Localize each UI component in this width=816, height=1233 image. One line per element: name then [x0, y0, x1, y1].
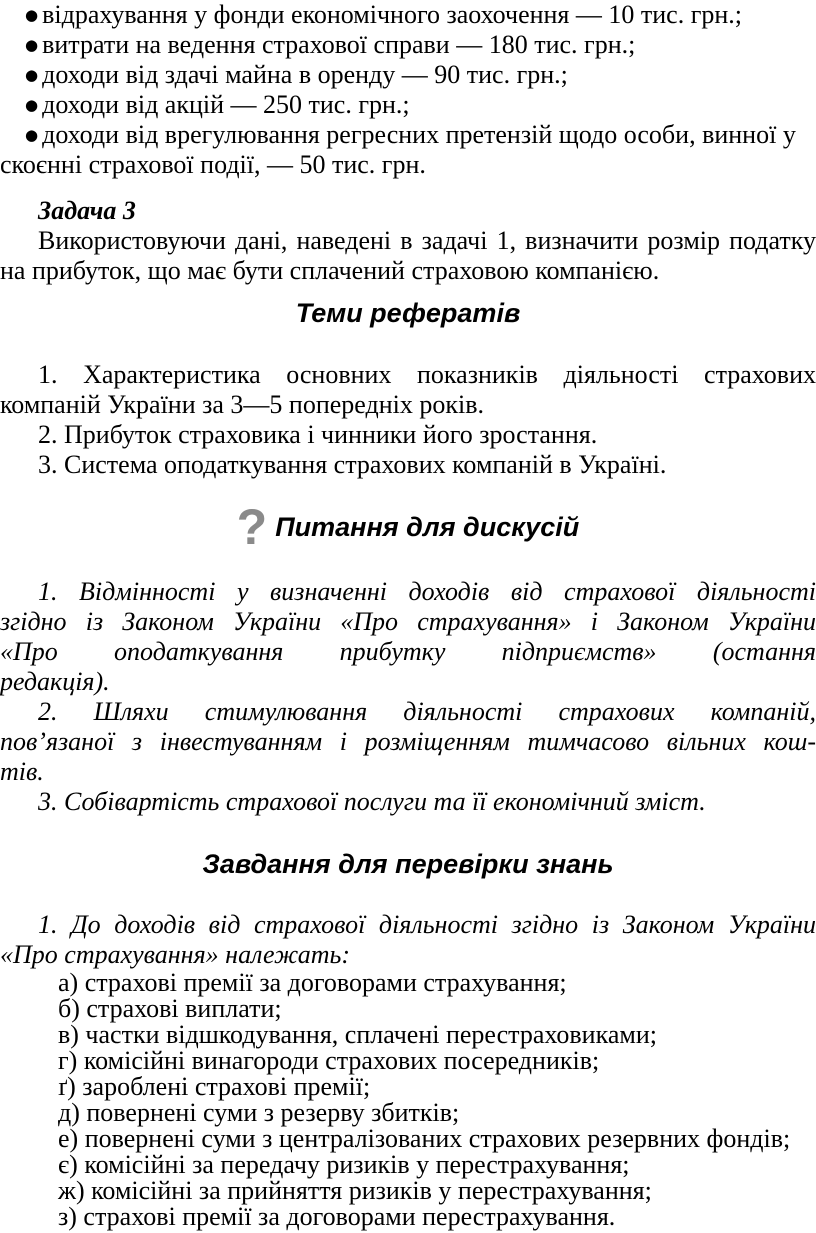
bullet-icon: ● [25, 126, 39, 144]
list-item: ● доходи від здачі майна в оренду — 90 тис. грн.; [25, 60, 568, 89]
bullet-icon: ● [25, 36, 39, 54]
list-item: ● витрати на ведення страхової справи — 180 тис. грн.; [25, 30, 636, 59]
knowledge-question: 1. До доходів від страхової діяльності згідно із Законом України [38, 910, 816, 939]
answer-option: а) страхові премії за договорами страхування; [58, 968, 567, 997]
list-item: ● відрахування у фонди економічного заохочення — 10 тис. грн.; [25, 0, 743, 29]
bullet-icon: ● [25, 66, 39, 84]
answer-option: ж) комісійні за прийняття ризиків у перестрахування; [58, 1176, 652, 1205]
discussion-question: 1. Відмінності у визначенні доходів від страхової діяльності [38, 577, 816, 606]
list-item: ● доходи від акцій — 250 тис. грн.; [25, 90, 410, 119]
discussion-heading: ? Питання для дискусій [236, 499, 580, 555]
essays-heading: Теми рефератів [295, 298, 521, 328]
answer-option: д) повернені суми з резерву збитків; [58, 1098, 460, 1127]
essay-topic: 2. Прибуток страховика і чинники його зростання. [38, 420, 598, 449]
discussion-question: 2. Шляхи стимулювання діяльності страхових компаній, [38, 697, 816, 726]
essay-topic: 1. Характеристика основних показників діяльності страхових [38, 360, 816, 389]
question-icon: ? [236, 499, 268, 555]
knowledge-question: «Про страхування» належать: [0, 940, 351, 969]
discussion-question: згідно із Законом України «Про страхування» і Законом України [0, 607, 816, 636]
discussion-question: редакція). [0, 667, 110, 696]
answer-option: е) повернені суми з централізованих страхових резервних фондів; [58, 1124, 791, 1153]
bullet-icon: ● [25, 6, 39, 24]
list-item-continuation: скоєнні страхової події, — 50 тис. грн. [0, 150, 426, 179]
knowledge-heading: Завдання для перевірки знань [202, 849, 614, 879]
answer-option: б) страхові виплати; [58, 994, 282, 1023]
essay-topic: компаній України за 3—5 попередніх років. [0, 390, 484, 419]
task-text: Використовуючи дані, наведені в задачі 1, визначити розмір податку [38, 226, 816, 255]
discussion-question: «Про оподаткування прибутку підприємств» (остання [0, 637, 816, 666]
task-title: Задача 3 [38, 196, 136, 225]
task-text: на прибуток, що має бути сплачений страховою компанією. [0, 256, 660, 285]
answer-option: з) страхові премії за договорами перестрахування. [58, 1202, 616, 1231]
discussion-question: 3. Собівартість страхової послуги та її економічний зміст. [38, 787, 706, 816]
answer-option: г) комісійні винагороди страхових посередників; [58, 1046, 600, 1075]
answer-option: в) частки відшкодування, сплачені перестраховиками; [58, 1020, 657, 1049]
essay-topic: 3. Система оподаткування страхових компаній в Україні. [38, 450, 667, 479]
answer-option: ґ) зароблені страхові премії; [58, 1072, 371, 1101]
bullet-icon: ● [25, 96, 39, 114]
answer-option: є) комісійні за передачу ризиків у перестрахування; [58, 1150, 630, 1179]
discussion-question: пов’язаної з інвестуванням і розміщенням тимчасово вільних кош- [0, 727, 816, 756]
discussion-question: тів. [0, 757, 44, 786]
list-item: ● доходи від врегулювання регресних претензій щодо особи, винної у [25, 120, 796, 149]
